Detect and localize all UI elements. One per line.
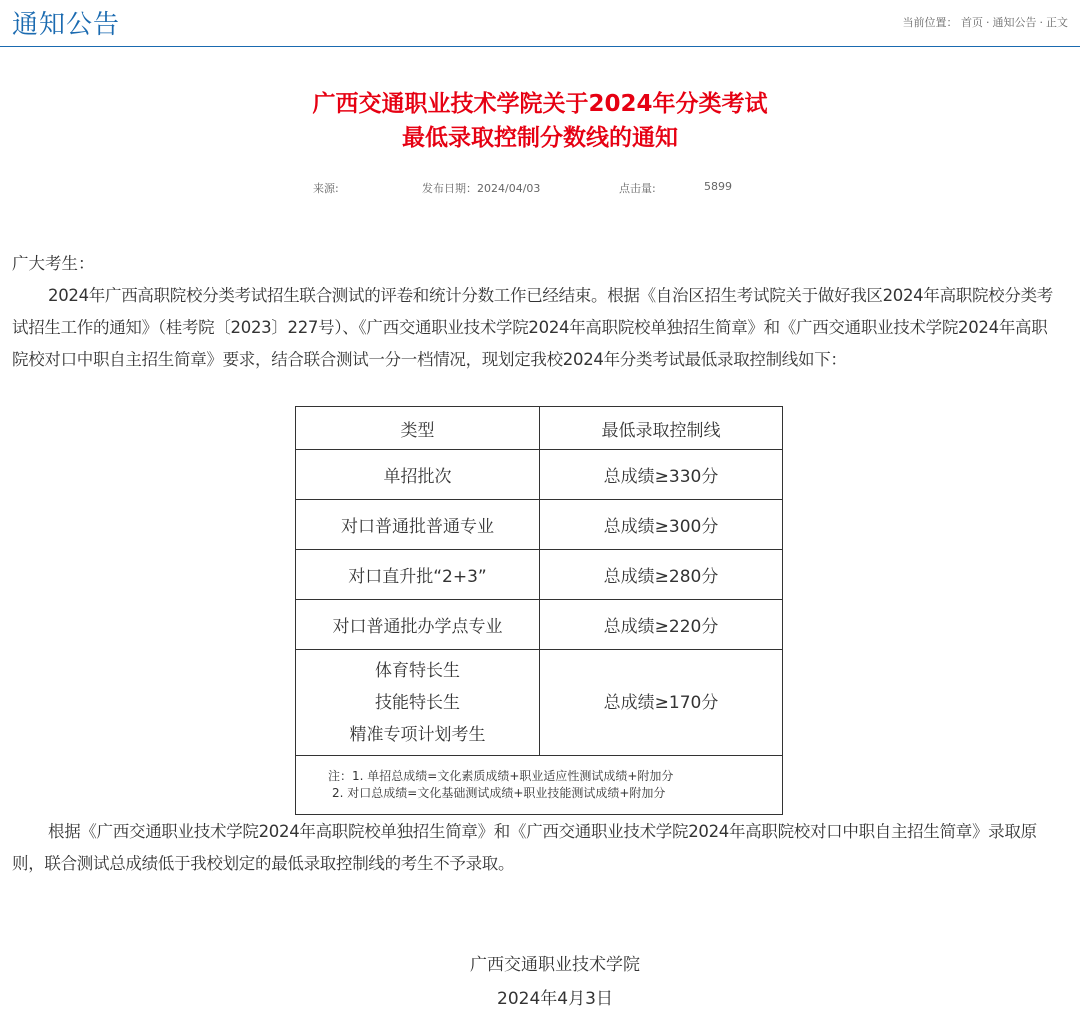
source-label: 来源:	[313, 182, 339, 195]
salutation: 广大考生：	[12, 254, 95, 273]
breadcrumb-home-link[interactable]: 首页	[961, 16, 983, 29]
score-cell: 总成绩≥170分	[540, 650, 783, 756]
note-line-2: 2. 对口总成绩=文化基础测试成绩+职业技能测试成绩+附加分	[332, 786, 666, 800]
table-note	[296, 756, 783, 815]
note-line-1: 注：1. 单招总成绩=文化素质成绩+职业适应性测试成绩+附加分	[328, 769, 674, 783]
section-title: 通知公告	[12, 10, 121, 40]
table-row	[296, 650, 783, 756]
table-note-row	[296, 756, 783, 815]
table-row	[296, 550, 783, 600]
breadcrumb-label: 当前位置：	[902, 16, 958, 29]
page-header	[0, 0, 1080, 47]
signature-date: 2024年4月3日	[497, 989, 613, 1009]
column-header-score: 最低录取控制线	[540, 407, 783, 450]
score-table	[295, 406, 783, 815]
type-cell: 对口普通批普通专业	[296, 500, 540, 550]
score-cell: 总成绩≥280分	[540, 550, 783, 600]
publish-date: 发布日期：2024/04/03	[422, 182, 541, 195]
type-line: 技能特长生	[375, 692, 460, 713]
score-cell: 总成绩≥300分	[540, 500, 783, 550]
type-cell: 单招批次	[296, 450, 540, 500]
views-label: 点击量:	[619, 182, 656, 195]
body-paragraph-1: 2024年广西高职院校分类考试招生联合测试的评卷和统计分数工作已经结束。根据《自治区招生考试院关于做好我区2024年高职院校分类考试招生工作的通知》（桂考院〔2023〕227号）、《广西交通职业技术学院2024年高职院校单独招生简章》和《广西交通职业技术学院2024年高职院校对口中职自主招生简章》要求，结合联合测试一分一档情况，现划定我校2024年分类考试最低录取控制线如下：	[12, 286, 1053, 369]
article-title-line-2: 最低录取控制分数线的通知	[402, 125, 678, 151]
signature-organization: 广西交通职业技术学院	[470, 955, 640, 975]
type-line: 体育特长生	[375, 660, 460, 681]
article-title-line-1: 广西交通职业技术学院关于2024年分类考试	[312, 91, 768, 117]
table-header-row	[296, 407, 783, 450]
table-row	[296, 600, 783, 650]
type-cell: 对口普通批办学点专业	[296, 600, 540, 650]
score-cell: 总成绩≥330分	[540, 450, 783, 500]
breadcrumb-separator: ·	[1039, 16, 1043, 29]
breadcrumb	[903, 14, 1069, 30]
breadcrumb-current: 正文	[1046, 16, 1068, 29]
score-cell: 总成绩≥220分	[540, 600, 783, 650]
table-row	[296, 500, 783, 550]
column-header-type: 类型	[296, 407, 540, 450]
table-row	[296, 450, 783, 500]
type-cell: 对口直升批“2+3”	[296, 550, 540, 600]
views-count: 5899	[704, 180, 732, 193]
body-paragraph-2: 根据《广西交通职业技术学院2024年高职院校单独招生简章》和《广西交通职业技术学院2024年高职院校对口中职自主招生简章》录取原则，联合测试总成绩低于我校划定的最低录取控制线的考生不予录取。	[12, 822, 1037, 873]
breadcrumb-notices-link[interactable]: 通知公告	[992, 16, 1037, 29]
type-cell-multi	[296, 650, 540, 756]
type-line: 精准专项计划考生	[349, 724, 486, 745]
breadcrumb-separator: ·	[986, 16, 990, 29]
